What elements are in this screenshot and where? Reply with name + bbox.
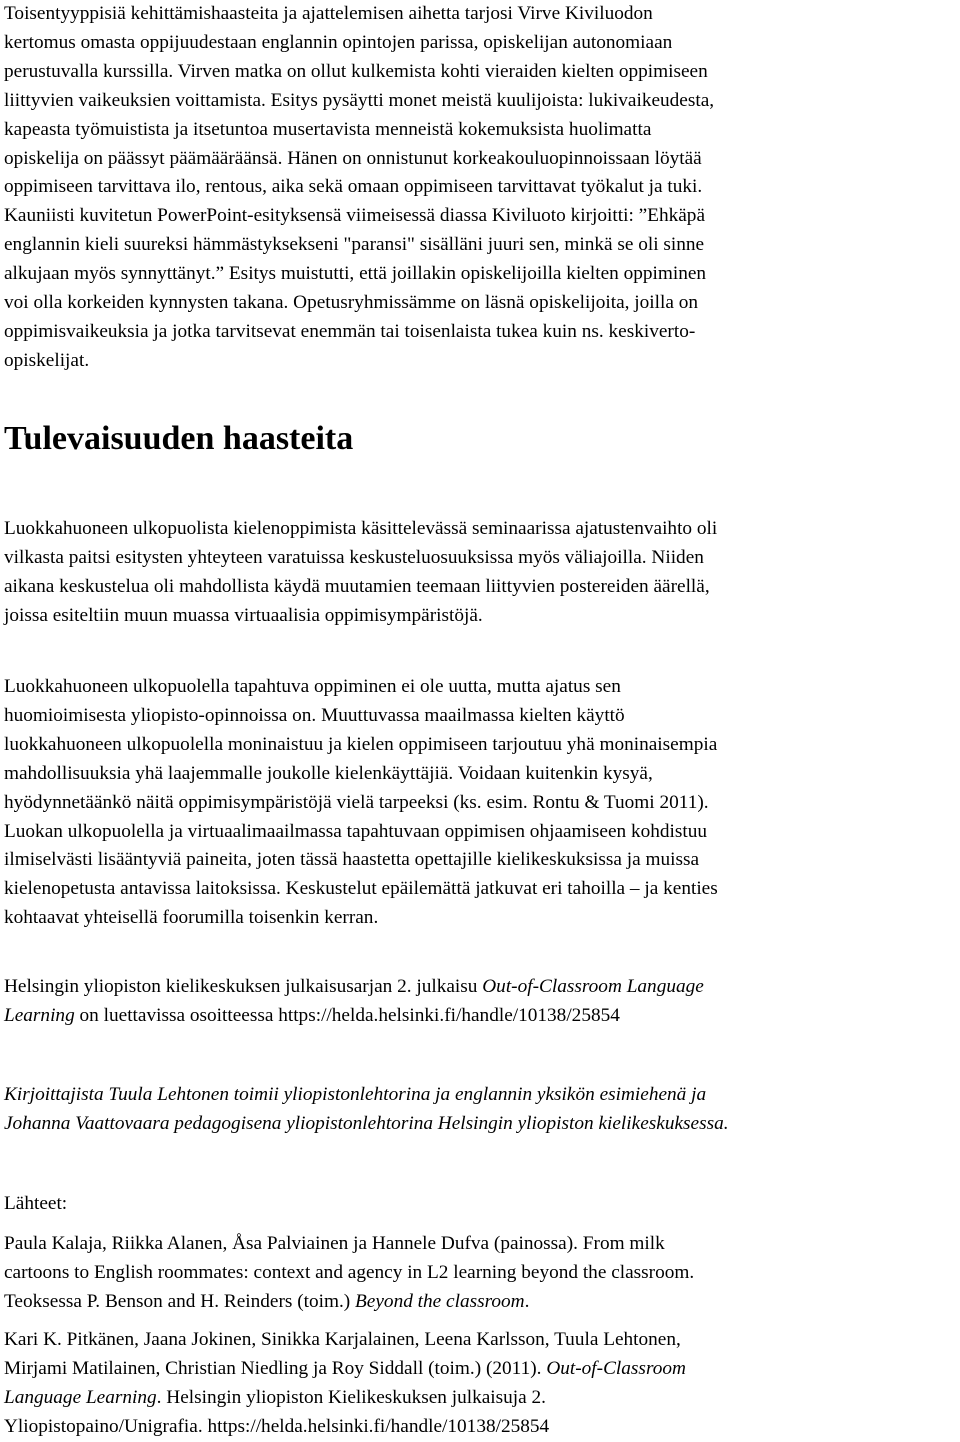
text-line: Johanna Vaattovaara pedagogisena yliopistonlehtorina Helsingin yliopiston kielikeskuksessa. [4, 1112, 729, 1134]
section-heading: Tulevaisuuden haasteita [4, 420, 354, 457]
text-line: Luokkahuoneen ulkopuolista kielenoppimista käsittelevässä seminaarissa ajatustenvaihto oli [4, 518, 718, 539]
text-line: kielenopetusta antavissa laitoksissa. Keskustelut epäilemättä jatkuvat eri tahoilla – ja kenties [4, 878, 718, 900]
text-line: ilmiselvästi lisääntyviä paineita, joten tässä haastetta opettajille kielikeskuksissa ja muissa [4, 849, 700, 871]
text-line [4, 1384, 686, 1413]
reference-title: Beyond the classroom [355, 1290, 525, 1312]
text-line: opiskelijat. [4, 349, 90, 371]
publication-title: Learning [4, 1004, 75, 1026]
reference-text: . [524, 1290, 530, 1312]
text-line: Yliopistopaino/Unigrafia. https://helda.helsinki.fi/handle/10138/25854 [4, 1415, 550, 1437]
authors-note [4, 1081, 729, 1139]
reference-title: Language Learning [4, 1386, 157, 1408]
publication-title: Out-of-Classroom Language [482, 976, 704, 997]
reference-2 [4, 1326, 686, 1442]
publication-url-text: on luettavissa osoitteessa https://helda.helsinki.fi/handle/10138/25854 [74, 1004, 620, 1026]
text-line: oppimisvaikeuksia ja jotka tarvitsevat enemmän tai toisenlaista tukea kuin ns. keskiverto- [4, 320, 696, 342]
text-line: Toisentyyppisiä kehittämishaasteita ja ajattelemisen aihetta tarjosi Virve Kiviluodon [4, 3, 653, 24]
text-line: kohtaavat yhteisellä foorumilla toisenkin kerran. [4, 907, 379, 929]
text-line: oppimiseen tarvittava ilo, rentous, aika sekä omaan oppimiseen tarvittavat työkalut ja tuki. [4, 176, 703, 198]
text-line [4, 973, 704, 1002]
text-line [4, 1355, 686, 1384]
reference-1 [4, 1230, 694, 1317]
reference-text: Mirjami Matilainen, Christian Niedling ja Roy Siddall (toim.) (2011). [4, 1357, 547, 1379]
text-line: luokkahuoneen ulkopuolella moninaistuu ja kielen oppimiseen tarjoutuu yhä moninaisempia [4, 733, 718, 755]
text-line: mahdollisuuksia yhä laajemmalle joukolle kielenkäyttäjiä. Voidaan kuitenkin kysyä, [4, 762, 653, 784]
sources-label: Lähteet: [4, 1193, 68, 1214]
text-line: Luokan ulkopuolella ja virtuaalimaailmassa tapahtuvaan oppimisen ohjaamiseen kohdistuu [4, 820, 708, 842]
text-line [4, 1002, 704, 1031]
text-line [4, 1288, 694, 1317]
publication-text: Helsingin yliopiston kielikeskuksen julkaisusarjan 2. julkaisu [4, 976, 483, 997]
text-line: huomioimisesta yliopisto-opinnoissa on. Muuttuvassa maailmassa kielten käyttö [4, 704, 625, 726]
text-line: opiskelija on päässyt päämääräänsä. Hänen on onnistunut korkeakouluopinnoissaan löytää [4, 147, 702, 169]
text-line: cartoons to English roommates: context and agency in L2 learning beyond the classroom. [4, 1261, 695, 1283]
text-line: vilkasta paitsi esitysten yhteyteen varatuissa keskusteluosuuksissa myös väliajoilla. Niiden [4, 546, 704, 568]
text-line: voi olla korkeiden kynnysten takana. Opetusryhmissämme on läsnä opiskelijoita, joilla on [4, 292, 698, 314]
text-line: liittyvien vaikeuksien voittamista. Esitys pysäytti monet meistä kuulijoista: lukivaikeudesta, [4, 89, 715, 111]
reference-title: Out-of-Classroom [546, 1357, 686, 1379]
text-line: hyödynnetäänkö näitä oppimisympäristöjä vielä tarpeeksi (ks. esim. Rontu & Tuomi 2011). [4, 791, 709, 813]
text-line: Kirjoittajista Tuula Lehtonen toimii yliopistonlehtorina ja englannin yksikön esimiehenä ja [4, 1084, 707, 1105]
text-line: Paula Kalaja, Riikka Alanen, Åsa Palviainen ja Hannele Dufva (painossa). From milk [4, 1233, 665, 1254]
publication-note [4, 973, 704, 1031]
text-line: kapeasta työmuistista ja itsetuntoa musertavista menneistä kokemuksista huolimatta [4, 118, 652, 140]
text-line: englannin kieli suureksi hämmästyksekseni "paransi" sisälläni juuri sen, minkä se oli sinne [4, 234, 705, 256]
text-line: aikana keskustelua oli mahdollista käydä muutamien teemaan liittyvien postereiden äärellä, [4, 575, 710, 597]
text-line: alkujaan myös synnyttänyt.” Esitys muistutti, että joillakin opiskelijoilla kielten oppiminen [4, 263, 707, 285]
intro-paragraph [4, 0, 714, 376]
text-line: Kauniisti kuvitetun PowerPoint-esityksensä viimeisessä diassa Kiviluoto kirjoitti: ”Ehkäpä [4, 205, 705, 227]
text-line: Luokkahuoneen ulkopuolella tapahtuva oppiminen ei ole uutta, mutta ajatus sen [4, 676, 621, 697]
text-line: kertomus omasta oppijuudestaan englannin opintojen parissa, opiskelijan autonomiaan [4, 31, 673, 53]
text-line: Kari K. Pitkänen, Jaana Jokinen, Sinikka Karjalainen, Leena Karlsson, Tuula Lehtonen, [4, 1329, 681, 1350]
text-line: perustuvalla kurssilla. Virven matka on ollut kulkemista kohti vieraiden kielten oppimiseen [4, 60, 708, 82]
paragraph-outside-classroom [4, 673, 718, 933]
reference-text: . Helsingin yliopiston Kielikeskuksen julkaisuja 2. [156, 1386, 547, 1408]
paragraph-seminar [4, 515, 717, 631]
reference-text: Teoksessa P. Benson and H. Reinders (toim.) [4, 1290, 356, 1312]
text-line: joissa esiteltiin muun muassa virtuaalisia oppimisympäristöjä. [4, 604, 483, 626]
